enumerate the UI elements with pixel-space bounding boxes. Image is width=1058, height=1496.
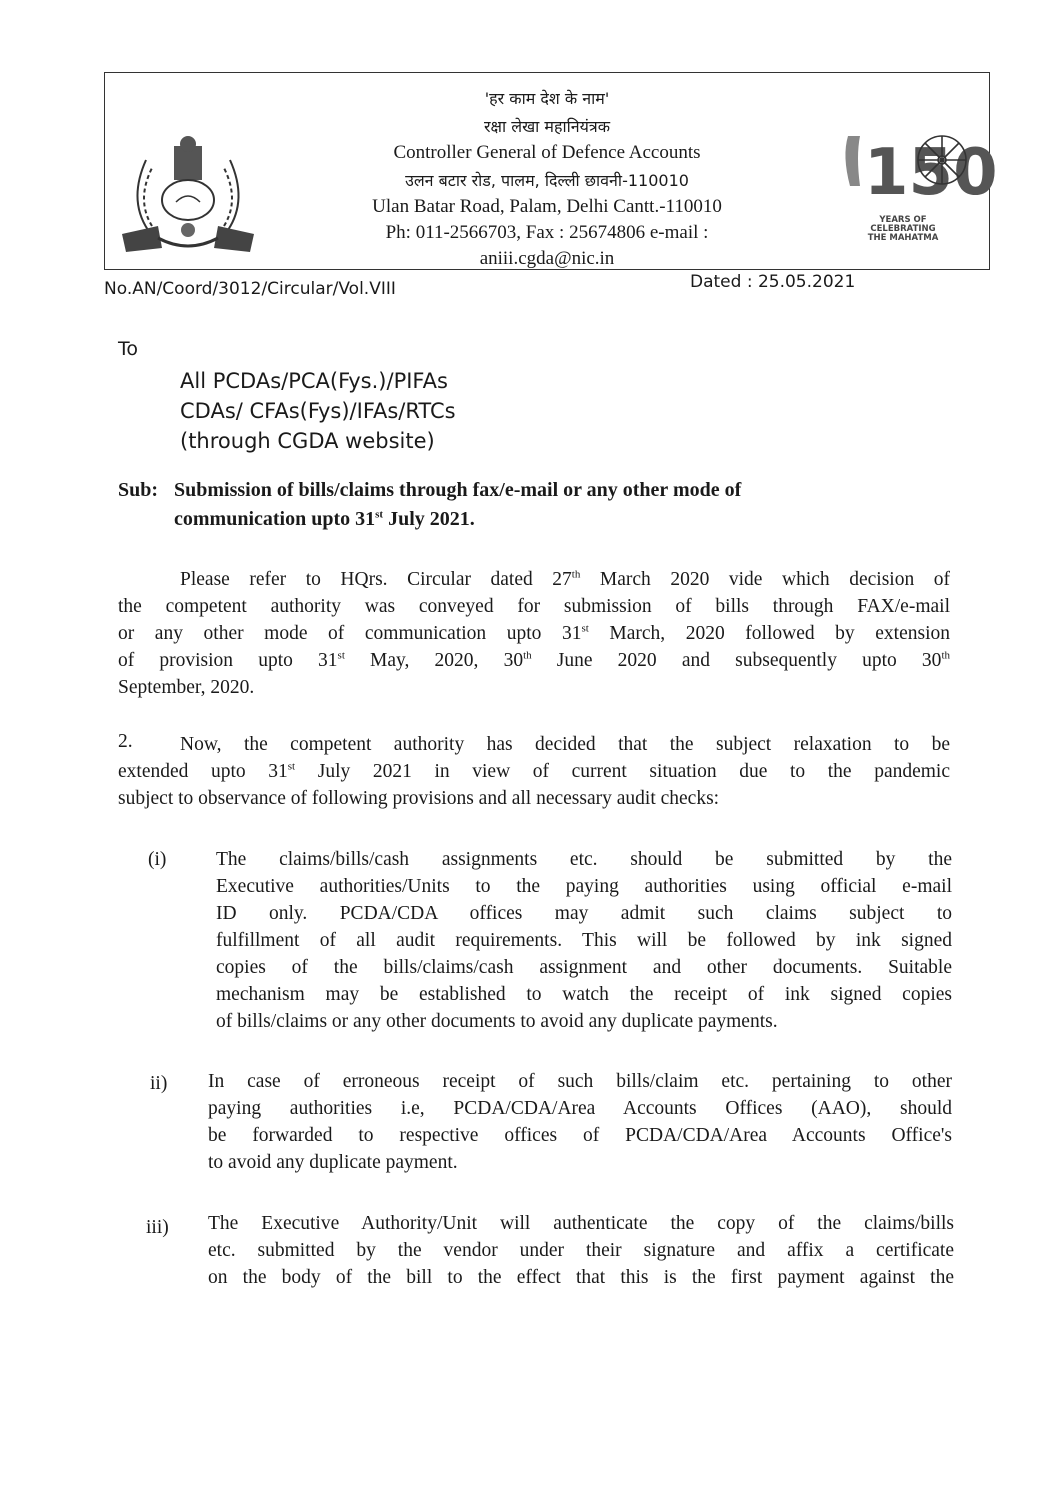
item-line: etc. submitted by the vendor under their signature and affix a certificate xyxy=(208,1240,954,1261)
item-1-marker: (i) xyxy=(148,849,167,870)
paragraph-line: of provision upto 31st May, 2020, 30th June 2020 and subsequently upto 30th xyxy=(118,649,950,671)
item-line: of bills/claims or any other documents to avoid any duplicate payments. xyxy=(216,1011,778,1032)
paragraph-2 xyxy=(118,731,950,812)
document-date: Dated : 25.05.2021 xyxy=(690,272,856,292)
org-name-hindi: रक्षा लेखा महानियंत्रक xyxy=(483,117,611,136)
subject-block xyxy=(118,476,948,534)
logo-text-line2: CELEBRATING xyxy=(870,224,936,234)
paragraph-line: September, 2020. xyxy=(118,677,255,698)
addressee-line: All PCDAs/PCA(Fys.)/PIFAs xyxy=(180,369,448,393)
paragraph-line: the competent authority was conveyed for submission of bills through FAX/e-mail xyxy=(118,596,950,617)
paragraph-line: extended upto 31st July 2021 in view of current situation due to the pandemic xyxy=(118,760,950,782)
department-emblem-icon xyxy=(118,130,258,256)
item-line: fulfillment of all audit requirements. This will be followed by ink signed xyxy=(216,930,952,951)
item-line: mechanism may be established to watch the receipt of ink signed copies xyxy=(216,984,952,1005)
item-2-marker: ii) xyxy=(150,1073,168,1094)
item-line: paying authorities i.e, PCDA/CDA/Area Accounts Offices (AAO), should xyxy=(208,1098,952,1119)
logo-number: 150 xyxy=(864,136,998,210)
motto-hindi: 'हर काम देश के नाम' xyxy=(484,89,610,108)
email-address: aniii.cgda@nic.in xyxy=(479,248,615,269)
addressee-line: (through CGDA website) xyxy=(180,429,435,453)
address-hindi: उलन बटार रोड, पालम, दिल्ली छावनी-110010 xyxy=(405,171,689,190)
paragraph-2-number: 2. xyxy=(118,731,133,752)
reference-number: No.AN/Coord/3012/Circular/Vol.VIII xyxy=(104,279,396,299)
subject-line2: communication upto 31st July 2021. xyxy=(174,508,475,530)
gandhi-150-logo xyxy=(838,116,998,246)
addressee-line: CDAs/ CFAs(Fys)/IFAs/RTCs xyxy=(180,399,456,423)
item-3-text xyxy=(208,1210,954,1291)
paragraph-1 xyxy=(118,566,950,701)
item-line: The Executive Authority/Unit will authenticate the copy of the claims/bills xyxy=(208,1213,954,1234)
item-1-text xyxy=(216,846,952,1035)
item-3-marker: iii) xyxy=(146,1217,169,1238)
item-line: on the body of the bill to the effect that this is the first payment against the xyxy=(208,1267,954,1288)
paragraph-line: Please refer to HQrs. Circular dated 27th March 2020 vide which decision of xyxy=(180,568,950,590)
logo-text-line3: THE MAHATMA xyxy=(867,233,939,243)
paragraph-line: Now, the competent authority has decided that the subject relaxation to be xyxy=(180,734,950,755)
logo-text-line1: YEARS OF xyxy=(879,215,927,225)
paragraph-line: subject to observance of following provisions and all necessary audit checks: xyxy=(118,788,720,809)
item-line: copies of the bills/claims/cash assignment and other documents. Suitable xyxy=(216,957,952,978)
item-line: In case of erroneous receipt of such bills/claim etc. pertaining to other xyxy=(208,1071,952,1092)
paragraph-line: or any other mode of communication upto 31st March, 2020 followed by extension xyxy=(118,622,950,644)
to-label: To xyxy=(118,338,139,360)
address-english: Ulan Batar Road, Palam, Delhi Cantt.-110010 xyxy=(372,196,722,217)
contact-line: Ph: 011-2566703, Fax : 25674806 e-mail : xyxy=(385,222,709,243)
subject-line1: Submission of bills/claims through fax/e-mail or any other mode of xyxy=(174,479,742,501)
item-line: be forwarded to respective offices of PCDA/CDA/Area Accounts Office's xyxy=(208,1125,952,1146)
subject-label: Sub: xyxy=(118,479,159,501)
org-name-english: Controller General of Defence Accounts xyxy=(393,142,701,163)
item-line: ID only. PCDA/CDA offices may admit such claims subject to xyxy=(216,903,952,924)
item-line: to avoid any duplicate payment. xyxy=(208,1152,458,1173)
item-2-text xyxy=(208,1068,952,1176)
item-line: Executive authorities/Units to the paying authorities using official e-mail xyxy=(216,876,952,897)
item-line: The claims/bills/cash assignments etc. should be submitted by the xyxy=(216,849,952,870)
